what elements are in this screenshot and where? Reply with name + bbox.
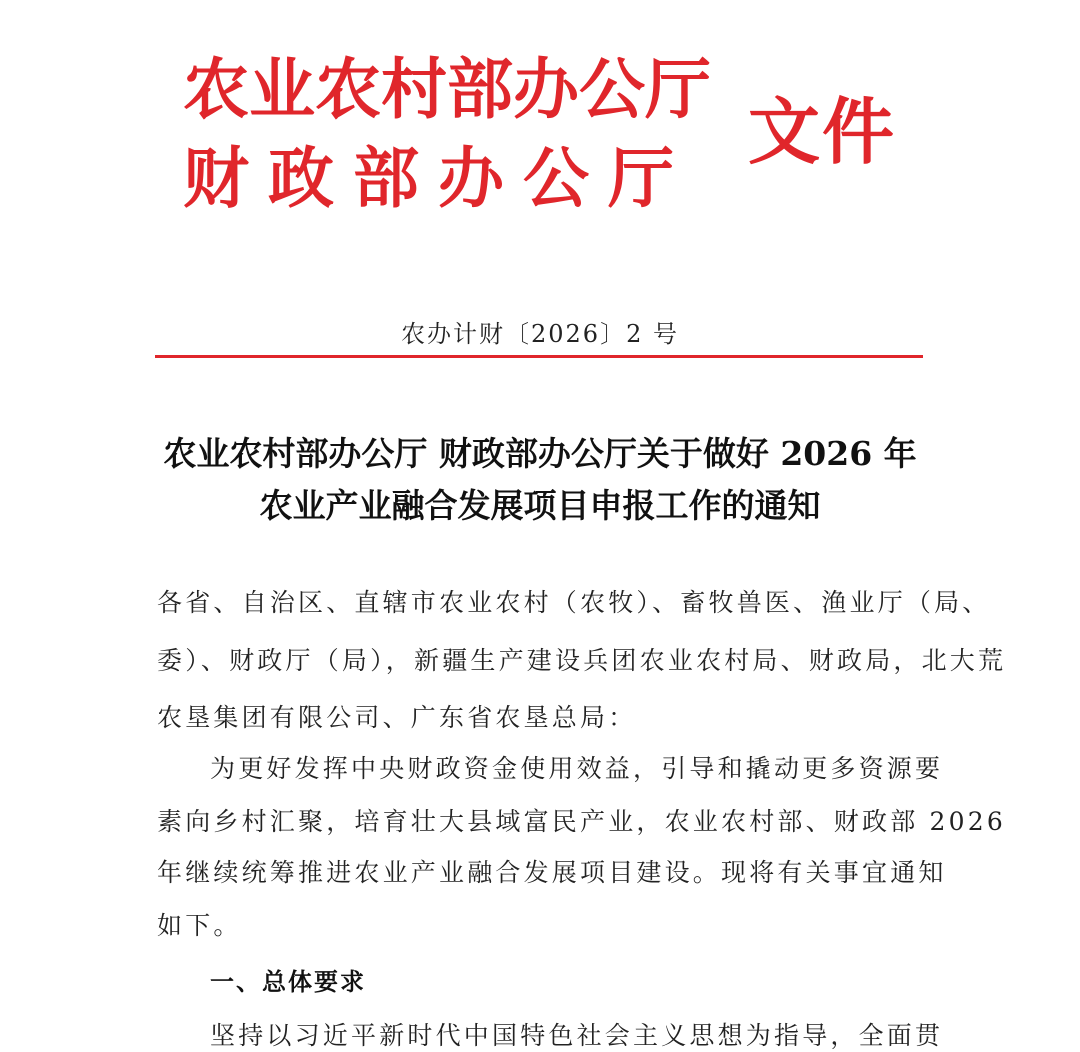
intro-line-4: 如下。: [157, 911, 242, 940]
document-word: 文件: [748, 90, 897, 174]
intro-line-3: 年继续统筹推进农业产业融合发展项目建设。现将有关事宜通知: [157, 858, 947, 887]
notice-title-line-1: 农业农村部办公厅 财政部办公厅关于做好 2026 年: [163, 434, 917, 473]
section-heading-general-requirements: 一、总体要求: [210, 968, 366, 996]
issuer-line-agriculture-ministry: 农业农村部办公厅: [183, 51, 711, 128]
addressee-line-2: 委）、财政厅（局），新疆生产建设兵团农业农村局、财政局，北大荒: [157, 646, 1007, 675]
addressee-line-1: 各省、自治区、直辖市农业农村（农牧）、畜牧兽医、渔业厅（局、: [157, 588, 991, 617]
intro-line-2: 素向乡村汇聚，培育壮大县域富民产业，农业农村部、财政部 2026: [157, 807, 1006, 836]
document-number: 农办计财〔2026〕2 号: [401, 320, 679, 348]
notice-title: [100, 428, 980, 532]
issuer-line-finance-ministry: 财政部办公厅: [183, 140, 693, 217]
intro-line-1: 为更好发挥中央财政资金使用效益，引导和撬动更多资源要: [210, 754, 944, 783]
notice-title-line-2: 农业产业融合发展项目申报工作的通知: [259, 486, 821, 525]
addressee-line-3: 农垦集团有限公司、广东省农垦总局：: [157, 703, 637, 732]
section-1-line-1: 坚持以习近平新时代中国特色社会主义思想为指导，全面贯: [210, 1021, 944, 1050]
red-separator-line: [155, 355, 923, 358]
